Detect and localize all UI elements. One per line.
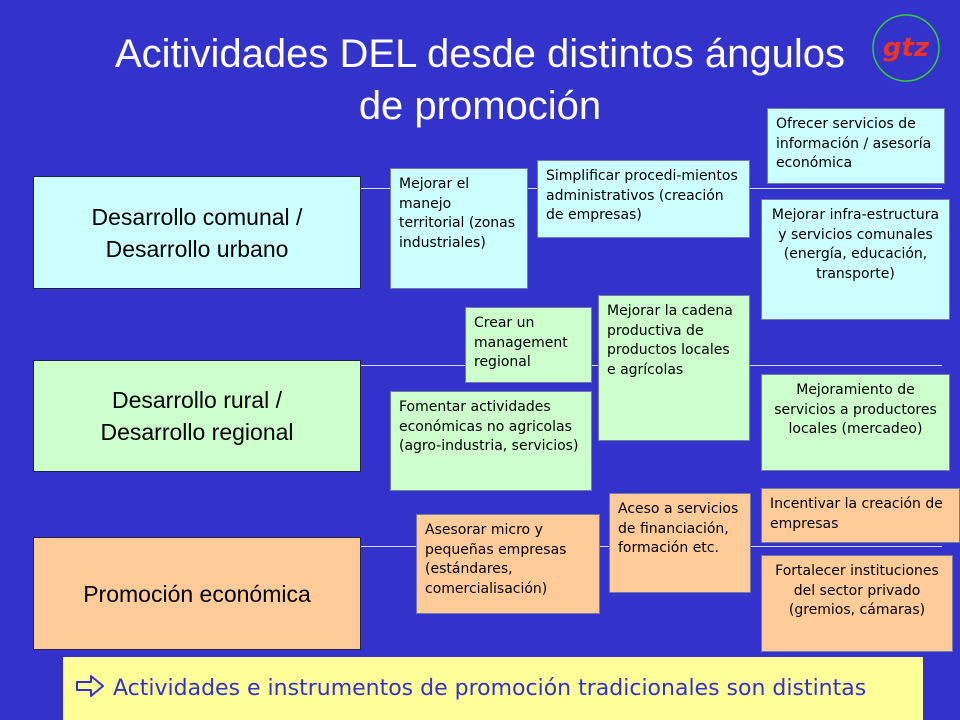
activity-fortalecer: Fortalecer instituciones del sector privado (gremios, cámaras) (761, 555, 953, 652)
footer-text: Actividades e instrumentos de promoción tradicionales son distintas (113, 676, 867, 701)
activity-mejorar-cadena: Mejorar la cadena productiva de productos locales e agrícolas (598, 295, 750, 441)
activity-mejorar-infraestructura: Mejorar infra-estructura y servicios comunales (energía, educación, transporte) (761, 199, 950, 320)
economica-line-1: Promoción económica (83, 580, 311, 607)
activity-crear-management: Crear un management regional (465, 307, 592, 383)
activity-ofrecer-servicios: Ofrecer servicios de información / asesoría económica (767, 108, 945, 184)
rural-line-2: Desarrollo regional (100, 419, 294, 445)
arrow-right-icon (75, 674, 105, 698)
activity-fomentar: Fomentar actividades económicas no agricolas (agro-industria, servicios) (390, 391, 592, 491)
box-desarrollo-comunal (33, 176, 361, 289)
activity-incentivar: Incentivar la creación de empresas (761, 488, 960, 543)
title-line-2: de promoción (358, 84, 602, 128)
comunal-line-2: Desarrollo urbano (105, 235, 289, 262)
gtz-logo-icon (870, 12, 942, 84)
title-line-1: Acitividades DEL desde distintos ángulos (114, 32, 846, 76)
activity-mejoramiento-servicios: Mejoramiento de servicios a productores locales (mercadeo) (761, 374, 950, 471)
activity-simplificar: Simplificar procedi-mientos administrativos (creación de empresas) (537, 160, 750, 238)
activity-aceso-servicios: Aceso a servicios de financiación, formación etc. (609, 493, 751, 593)
rural-line-1: Desarrollo rural / (111, 387, 282, 413)
box-promocion-economica (33, 537, 361, 650)
activity-asesorar: Asesorar micro y pequeñas empresas (estándares, comercialisación) (416, 514, 600, 614)
activity-manejo-territorial: Mejorar el manejo territorial (zonas industriales) (390, 168, 528, 289)
box-desarrollo-rural (33, 360, 361, 472)
logo-text: gtz (882, 33, 930, 63)
comunal-line-1: Desarrollo comunal / (91, 203, 303, 230)
footer-banner (63, 657, 923, 720)
